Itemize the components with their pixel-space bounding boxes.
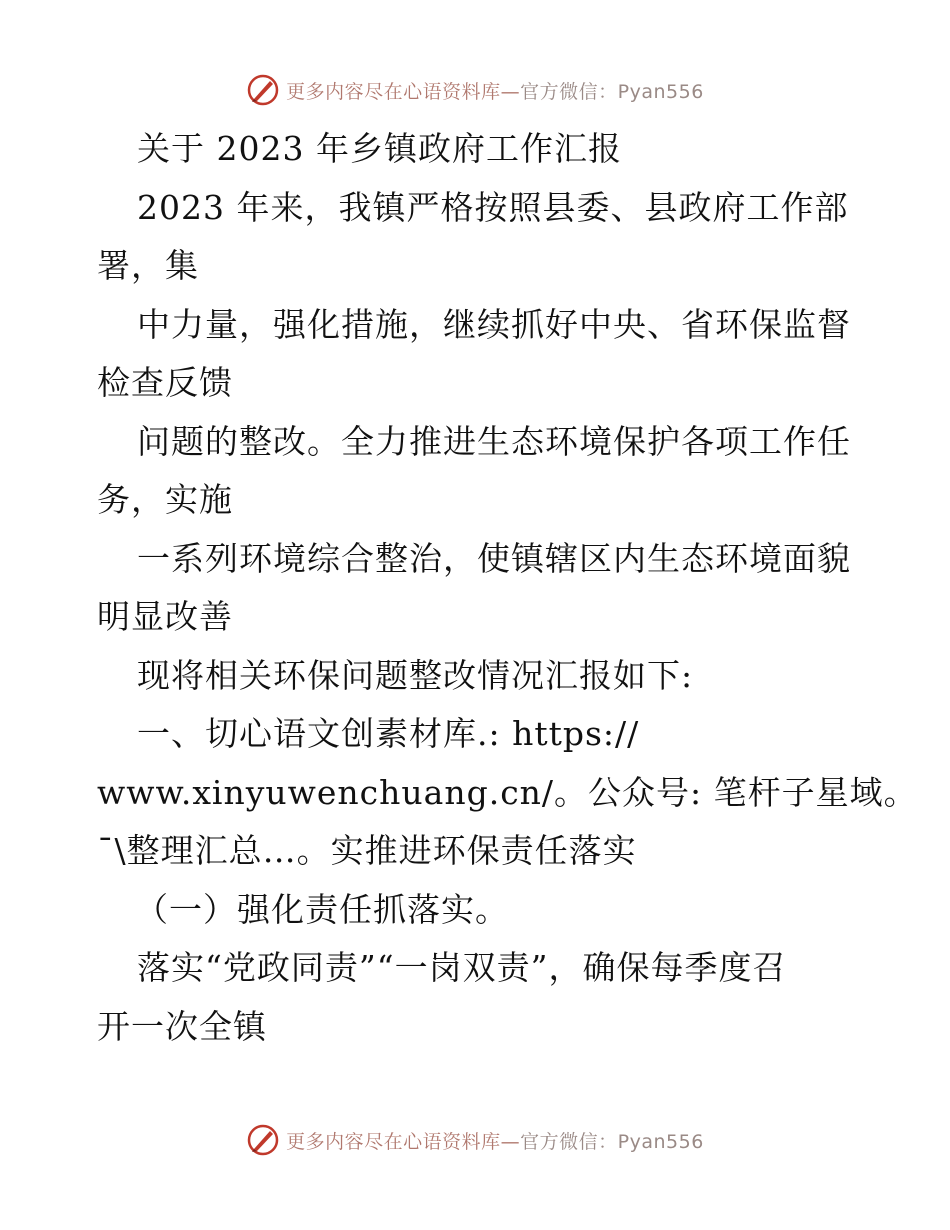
- paragraph-line: 一系列环境综合整治，使镇辖区内生态环境面貌: [137, 538, 851, 578]
- watermark-dash: —: [500, 1130, 521, 1153]
- watermark-main: 更多内容尽在心语资料库: [286, 80, 501, 103]
- document-body: [97, 120, 918, 1056]
- section-heading: 一、切心语文创素材库.: https://: [137, 714, 640, 753]
- quill-logo-icon: [246, 1123, 280, 1157]
- watermark-wechat: 官方微信：Pyan556: [520, 1130, 704, 1153]
- watermark-wechat: 官方微信：Pyan556: [520, 80, 704, 103]
- watermark-banner-top: [0, 70, 950, 110]
- paragraph-line: 现将相关环保问题整改情况汇报如下:: [137, 655, 694, 695]
- watermark-main: 更多内容尽在心语资料库: [286, 1130, 501, 1153]
- paragraph-line: 检查反馈: [97, 363, 233, 402]
- paragraph-line: 务，实施: [97, 480, 233, 519]
- paragraph-line: 明显改善: [97, 597, 233, 636]
- paragraph-line: 中力量，强化措施，继续抓好中央、省环保监督: [137, 304, 851, 344]
- document-title: 关于 2023 年乡镇政府工作汇报: [137, 129, 622, 168]
- paragraph-line: 2023 年来，我镇严格按照县委、县政府工作部: [137, 187, 849, 227]
- paragraph-line: ¯\整理汇总…。实推进环保责任落实: [97, 831, 637, 870]
- subsection-heading: （一）强化责任抓落实。: [135, 889, 509, 929]
- paragraph-line: 开一次全镇: [97, 1006, 267, 1046]
- quill-logo-icon: [246, 73, 280, 107]
- watermark-text: [286, 77, 704, 104]
- paragraph-line: 落实“党政同责”“一岗双责”，确保每季度召: [137, 948, 787, 987]
- watermark-banner-bottom: [0, 1120, 950, 1160]
- watermark-dash: —: [500, 80, 521, 103]
- paragraph-line: www.xinyuwenchuang.cn/。公众号: 笔杆子星域。: [97, 772, 918, 812]
- watermark-text: [286, 1127, 704, 1154]
- paragraph-line: 问题的整改。全力推进生态环境保护各项工作任: [137, 421, 851, 461]
- paragraph-line: 署，集: [97, 246, 199, 285]
